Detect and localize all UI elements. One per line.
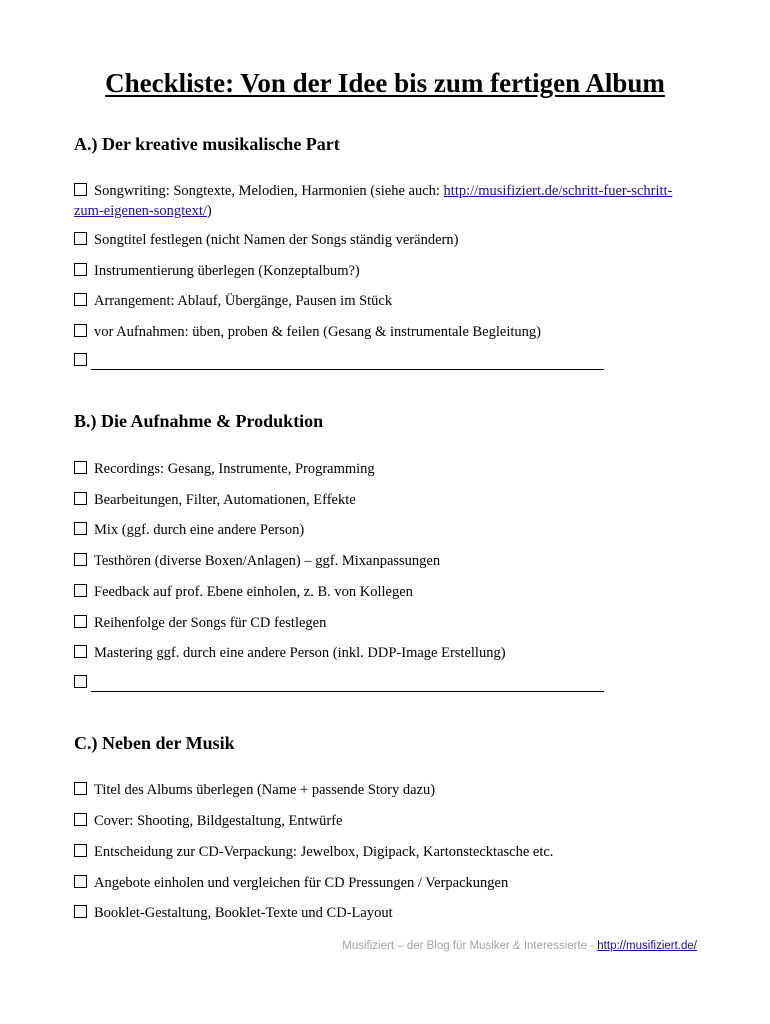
checklist-item-feedback xyxy=(74,582,686,602)
checkbox[interactable] xyxy=(74,263,87,276)
fill-in-line[interactable] xyxy=(91,369,604,370)
item-label: vor Aufnahmen: üben, proben & feilen (Gesang & instrumentale Begleitung) xyxy=(94,324,541,340)
checkbox[interactable] xyxy=(74,324,87,337)
section-heading-a: A.) Der kreative musikalische Part xyxy=(74,134,340,154)
checkbox[interactable] xyxy=(74,875,87,888)
blank-checklist-row xyxy=(74,352,94,372)
item-label: Cover: Shooting, Bildgestaltung, Entwürfe xyxy=(94,813,343,829)
item-label: Booklet-Gestaltung, Booklet-Texte und CD-Layout xyxy=(94,905,393,921)
item-label: Mix (ggf. durch eine andere Person) xyxy=(94,522,305,538)
checkbox[interactable] xyxy=(74,492,87,505)
checkbox[interactable] xyxy=(74,905,87,918)
item-label: Feedback auf prof. Ebene einholen, z. B. von Kollegen xyxy=(94,584,413,600)
item-label: Titel des Albums überlegen (Name + passende Story dazu) xyxy=(94,782,436,798)
checkbox[interactable] xyxy=(74,813,87,826)
checkbox[interactable] xyxy=(74,293,87,306)
checkbox[interactable] xyxy=(74,553,87,566)
footer xyxy=(342,940,697,952)
checklist-item-arrangement xyxy=(74,291,686,311)
item-label: Bearbeitungen, Filter, Automationen, Effekte xyxy=(94,492,356,508)
checklist-item-angebote xyxy=(74,873,686,893)
checklist-item-albumtitel xyxy=(74,780,686,800)
item-label: Songwriting: Songtexte, Melodien, Harmonien (siehe auch: xyxy=(94,183,444,199)
item-label: Testhören (diverse Boxen/Anlagen) – ggf. Mixanpassungen xyxy=(94,553,441,569)
section-heading-c: C.) Neben der Musik xyxy=(74,733,235,753)
page-title: Checkliste: Von der Idee bis zum fertigen Album xyxy=(105,68,665,98)
checklist-item-mastering xyxy=(74,643,686,663)
section-heading-b: B.) Die Aufnahme & Produktion xyxy=(74,411,324,431)
blank-checklist-row xyxy=(74,674,94,694)
item-label: Mastering ggf. durch eine andere Person (inkl. DDP-Image Erstellung) xyxy=(94,645,506,661)
item-label: Songtitel festlegen (nicht Namen der Songs ständig verändern) xyxy=(94,232,459,248)
checkbox[interactable] xyxy=(74,782,87,795)
item-label: Entscheidung zur CD-Verpackung: Jewelbox, Digipack, Kartonstecktasche etc. xyxy=(94,844,554,860)
checklist-item-mix xyxy=(74,520,686,540)
footer-text: Musifiziert – der Blog für Musiker & Interessierte - xyxy=(342,940,598,952)
fill-in-line[interactable] xyxy=(91,691,604,692)
checkbox[interactable] xyxy=(74,675,87,688)
checklist-item-bearbeitungen xyxy=(74,490,686,510)
songtext-link[interactable]: http://musifiziert.de/schritt-fuer-schritt-zum-eigenen-songtext/ xyxy=(74,183,673,219)
checklist-item-recordings xyxy=(74,459,686,479)
checklist-item-reihenfolge xyxy=(74,613,686,633)
item-label: Angebote einholen und vergleichen für CD Pressungen / Verpackungen xyxy=(94,875,509,891)
checklist-item-proben xyxy=(74,322,686,342)
checkbox[interactable] xyxy=(74,183,87,196)
checkbox[interactable] xyxy=(74,353,87,366)
checkbox[interactable] xyxy=(74,584,87,597)
item-label: Arrangement: Ablauf, Übergänge, Pausen im Stück xyxy=(94,293,393,309)
checkbox[interactable] xyxy=(74,461,87,474)
item-label: Reihenfolge der Songs für CD festlegen xyxy=(94,615,327,631)
footer-link[interactable]: http://musifiziert.de/ xyxy=(597,940,697,952)
checklist-item-songtitel xyxy=(74,230,686,250)
checkbox[interactable] xyxy=(74,522,87,535)
item-label: Instrumentierung überlegen (Konzeptalbum?) xyxy=(94,263,360,279)
checklist-item-booklet xyxy=(74,903,686,923)
checklist-item-verpackung xyxy=(74,842,686,862)
item-label-suffix: ) xyxy=(206,203,212,219)
checkbox[interactable] xyxy=(74,844,87,857)
checklist-item-songwriting xyxy=(74,181,686,221)
checklist-item-testhoeren xyxy=(74,551,686,571)
checklist-item-cover xyxy=(74,811,686,831)
checkbox[interactable] xyxy=(74,645,87,658)
checkbox[interactable] xyxy=(74,232,87,245)
checklist-item-instrumentierung xyxy=(74,261,686,281)
item-label: Recordings: Gesang, Instrumente, Programming xyxy=(94,461,375,477)
checkbox[interactable] xyxy=(74,615,87,628)
